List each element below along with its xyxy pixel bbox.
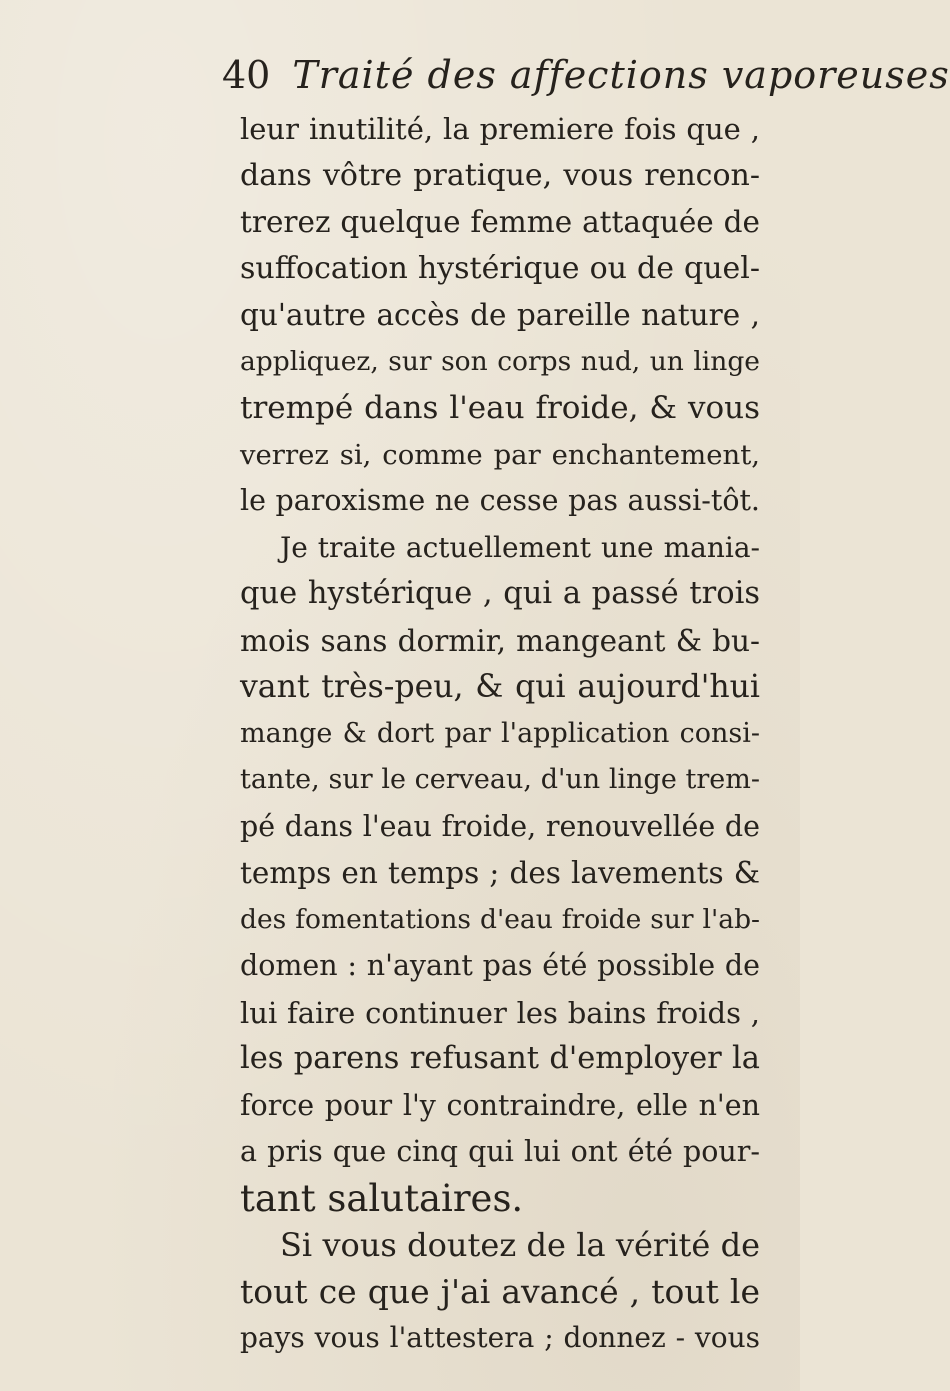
paragraph-start-line: Je traite actuellement une mania- (280, 530, 760, 564)
text-line: tout ce que j'ai avancé , tout le (240, 1271, 760, 1311)
text-line: les parens refusant d'employer la (240, 1041, 760, 1076)
text-line: mois sans dormir, mangeant & bu- (240, 623, 760, 658)
text-line: appliquez, sur son corps nud, un linge (240, 345, 760, 377)
text-line: que hystérique , qui a passé trois (240, 576, 760, 611)
page-number: 40 (222, 53, 271, 97)
text-line: mange & dort par l'application consi- (240, 717, 760, 749)
text-line: trerez quelque femme attaquée de (240, 205, 760, 239)
text-line: pays vous l'attestera ; donnez - vous (240, 1321, 760, 1354)
paragraph-end-line: tant salutaires. (240, 1176, 524, 1220)
text-line: tante, sur le cerveau, d'un linge trem- (240, 764, 760, 795)
text-line: leur inutilité, la premiere fois que , (240, 112, 760, 146)
body-text (240, 106, 760, 1362)
text-line: domen : n'ayant pas été possible de (240, 949, 760, 982)
page-header (222, 44, 950, 106)
text-line: trempé dans l'eau froide, & vous (240, 390, 760, 426)
text-line: le paroxisme ne cesse pas aussi-tôt. (240, 484, 760, 517)
text-line: force pour l'y contraindre, elle n'en (240, 1088, 760, 1122)
text-line: pé dans l'eau froide, renouvellée de (240, 809, 760, 843)
running-title: Traité des affections vaporeuses (292, 53, 950, 97)
text-line: verrez si, comme par enchantement, (240, 438, 760, 471)
text-line: lui faire continuer les bains froids , (240, 995, 760, 1030)
text-line: vant très-peu, & qui aujourd'hui (240, 669, 760, 705)
text-line: dans vôtre pratique, vous rencon- (240, 157, 760, 193)
text-line: a pris que cinq qui lui ont été pour- (240, 1135, 760, 1168)
paragraph-start-line: Si vous doutez de la vérité de (280, 1226, 760, 1264)
text-line: temps en temps ; des lavements & (240, 856, 760, 890)
text-line: qu'autre accès de pareille nature , (240, 298, 760, 332)
text-line: des fomentations d'eau froide sur l'ab- (240, 903, 760, 935)
text-line: suffocation hystérique ou de quel- (240, 250, 760, 286)
